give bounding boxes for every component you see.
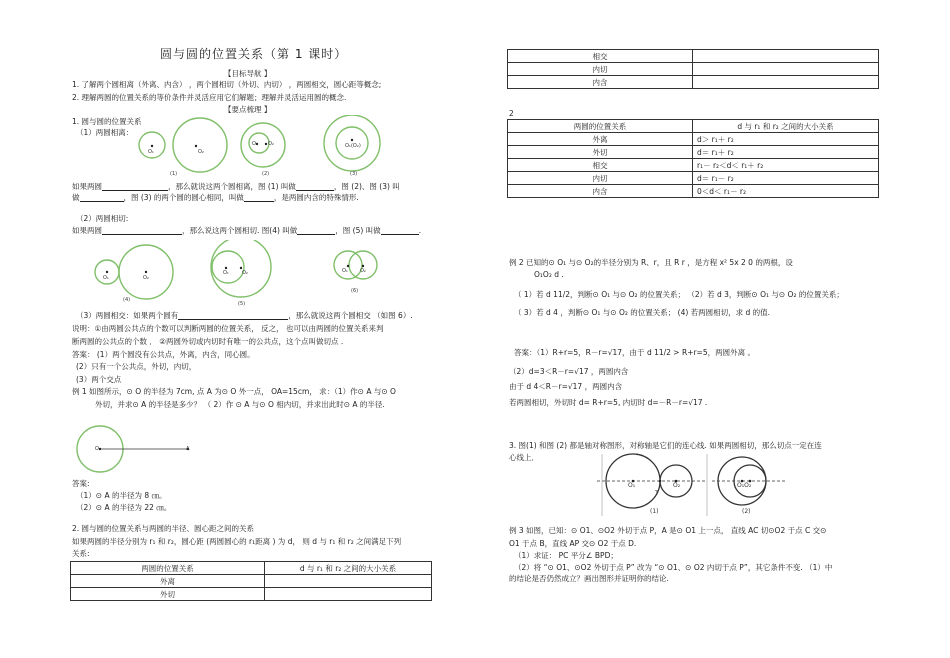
relation-table-continued: [507, 49, 879, 89]
label-o2-5: O₂: [242, 270, 248, 276]
example-3e: 的结论是否仍然成立？画出图形并证明你的结论.: [509, 574, 669, 583]
table-row: 外切 d＝ r₁＋ r₂: [508, 146, 879, 159]
figure-number-1: (1): [170, 171, 178, 177]
section-1: 1. 圆与圆的位置关系: [72, 117, 142, 126]
answer-2c: 由于 d 4＜R－r=√17 ，两圆内含: [509, 382, 623, 391]
answer-e2: （2）⊙ A 的半径为 22 ㎝。: [76, 503, 172, 512]
label-o1-6: O₁: [342, 268, 348, 274]
example-2a: 例 2 已知的⊙ O₁ 与⊙ O₂的半径分别为 R、r，且 R r ，是方程 x² 5x 2 0 的两根，设: [509, 258, 793, 267]
table-row: 内含: [508, 76, 879, 89]
example-2c: （ 1）若 d 11/2，判断⊙ O₁ 与⊙ O₂ 的位置关系； （2）若 d 3，判断⊙ O₁ 与⊙ O₂ 的位置关系；: [514, 290, 844, 299]
para-separated-2: 做 ，图 (3) 的两个圆的圆心相同，叫做 ，是两圆内含的特殊情形.: [72, 193, 359, 202]
table-row: 内切 d＝ r₁－ r₂: [508, 172, 879, 185]
label-o1-2: O₁: [252, 141, 258, 147]
example-2d: （ 3）若 d 4 ，判断⊙ O₁ 与⊙ O₂ 的位置关系； (4) 若两圆相切，求 d 的值.: [514, 308, 771, 317]
section-1a: （1）两圆相离：: [76, 128, 134, 137]
section-tangent: （2）两圆相切:: [76, 214, 129, 223]
fig3-number-2: (2): [742, 508, 751, 515]
figure-example-1: [70, 420, 200, 475]
circle-2a: [241, 123, 285, 167]
para-separated-1: 如果两圆 ，那么就说这两个圆相离，图 (1) 叫做 ，图 (2)、图 (3) 叫: [72, 182, 400, 191]
answer-2a: 答案：（1）R+r=5，R－r=√17，由于 d 11/2 > R+r=5，两圆外离 。: [514, 348, 755, 357]
page-title: 圆与圆的位置关系（第 1 课时）: [160, 47, 348, 61]
example-3c: （1）求证： PC 平分∠ BPD；: [514, 551, 618, 560]
fig3-number-1: (1): [650, 508, 659, 515]
figure-number-3: (3): [350, 171, 358, 177]
table-row: 外离: [71, 575, 432, 588]
answer-2b: （2）d=3＜R－r=√17 ，两圆内含: [509, 367, 629, 376]
label-point-a: A: [186, 446, 190, 452]
figure-number-4: (4): [123, 297, 131, 303]
answer-2d: 若两圆相切，外切时 d= R+r=5, 内切时 d=－R－r=√17 .: [509, 398, 708, 407]
para-3b: 心线上．: [509, 453, 539, 462]
table-header-relation: 两圆的位置关系: [71, 562, 265, 575]
relation-table-answers: [507, 119, 879, 198]
section-2: 2. 圆与圆的位置关系与两圆的半径、圆心距之间的关系: [72, 524, 255, 533]
section-mark-2: 2: [509, 109, 514, 118]
answer-3: (3）两个交点: [76, 375, 122, 384]
relation-table-left: [70, 561, 432, 601]
goal-1: 1. 了解两个圆相离（外离、内含） ，两个圆相切（外切、内切） ，两圆相交，圆心距等概念;: [72, 80, 382, 89]
label-o2-6: O₂: [360, 268, 366, 274]
table-row: 内切: [508, 63, 879, 76]
para-tangent: 如果两圆 ，那么说这两个圆相切. 图(4) 叫做 ，图 (5) 叫做 .: [72, 226, 422, 235]
points-header: 【要点梳理 】: [224, 105, 272, 114]
note-1: 说明：①由两圆公共点的个数可以判断两圆的位置关系， 反之， 也可以由两圆的位置关系来判: [72, 324, 384, 333]
example-1a: 例 1 如图所示，⊙ O 的半径为 7cm, 点 A 为⊙ O 外一点， OA=15cm， 求：（1）作⊙ A 与⊙ O: [72, 387, 396, 396]
table-header-relation: 两圆的位置关系: [508, 120, 693, 133]
label-o1-4: O₁: [103, 275, 109, 281]
label-point-o: O: [95, 446, 99, 452]
figure-number-2: (2): [262, 171, 270, 177]
para-3a: 3. 图(1) 和图 (2) 都是轴对称图形，对称轴是它们的连心线. 如果两圆相切，那么切点一定在连: [509, 441, 822, 450]
table-row: 外离 d＞ r₁＋ r₂: [508, 133, 879, 146]
table-row: 相交: [508, 50, 879, 63]
fig3-label-t: T: [655, 490, 659, 497]
label-o2: O₂: [198, 149, 204, 155]
answer-label: 答案:: [72, 479, 90, 488]
table-row: 相交 r₁－ r₂＜d＜ r₁＋ r₂: [508, 159, 879, 172]
figure-symmetry: [597, 452, 787, 518]
figure-number-5: (5): [238, 301, 246, 307]
table-header-condition: d 与 r₁ 和 r₂ 之间的大小关系: [693, 120, 879, 133]
section-2-p2: 关系:: [72, 549, 90, 558]
example-1b: 外切，并求⊙ A 的半径是多少？ （ 2）作 ⊙ A 与⊙ O 相内切，并求出此时⊙ A 的半径.: [95, 400, 385, 409]
table-header-condition: d 与 r₁ 和 r₂ 之间的大小关系: [265, 562, 432, 575]
answer-e1: （1）⊙ A 的半径为 8 ㎝。: [76, 491, 167, 500]
answer-1: 答案： (1）两个圆没有公共点，外离，内含，同心圆。: [72, 350, 255, 359]
example-3a: 例 3 如图，已知：⊙ O1、⊙O2 外切于点 P，A 是⊙ O1 上一点， 直线 AC 切⊙O2 于点 C 交⊙: [509, 526, 827, 535]
example-3d: （2）将 “⊙ O1、⊙O2 外切于点 P” 改为 “⊙ O1、⊙ O2 内切于点 P”，其它条件不变. （1）中: [514, 563, 833, 572]
nav-header: 【目标导航 】: [224, 69, 272, 78]
label-o2-2: O₂: [268, 141, 274, 147]
example-2b: O₁O₂ d .: [534, 270, 564, 279]
label-o1o2: O₁(O₂): [345, 143, 361, 149]
example-3b: O1 于点 B，直线 AP 交⊙ O2 于点 D.: [509, 539, 637, 548]
goal-2: 2. 理解两圆的位置关系的等价条件并灵活应用它们解题；理解并灵活运用圆的概念.: [72, 93, 347, 102]
answer-2: (2）只有一个公共点，外切，内切，: [76, 362, 197, 371]
label-o1: O₁: [148, 149, 154, 155]
para-intersect: （3）两圆相交：如果两个圆有 ，那么就说这两个圆相交 （如图 6）.: [76, 311, 413, 320]
circle-5b: [212, 251, 244, 283]
figure-number-6: (6): [351, 288, 359, 294]
fig3-label-o2: O₂: [673, 482, 681, 489]
table-row: 内含 0＜d＜ r₁－ r₂: [508, 185, 879, 198]
fig3-label-o1: O₁: [628, 482, 636, 489]
circle-1b: [173, 118, 227, 172]
fig3-label-o1o2: O₁O₂: [737, 482, 752, 489]
note-2: 断两圆的公共点的个数 ． ②两圆外切或内切时有唯一的公共点，这个点叫做切点 .: [72, 337, 344, 346]
table-row: 外切: [71, 588, 432, 601]
label-o1-5: O₁: [223, 270, 229, 276]
label-o2-4: O₂: [143, 275, 149, 281]
section-2-p1: 如果两圆的半径分别为 r₁ 和 r₂，圆心距 (两圆圆心的 r₁距离 ) 为 d， 则 d 与 r₁ 和 r₂ 之间满足下列: [72, 537, 402, 546]
